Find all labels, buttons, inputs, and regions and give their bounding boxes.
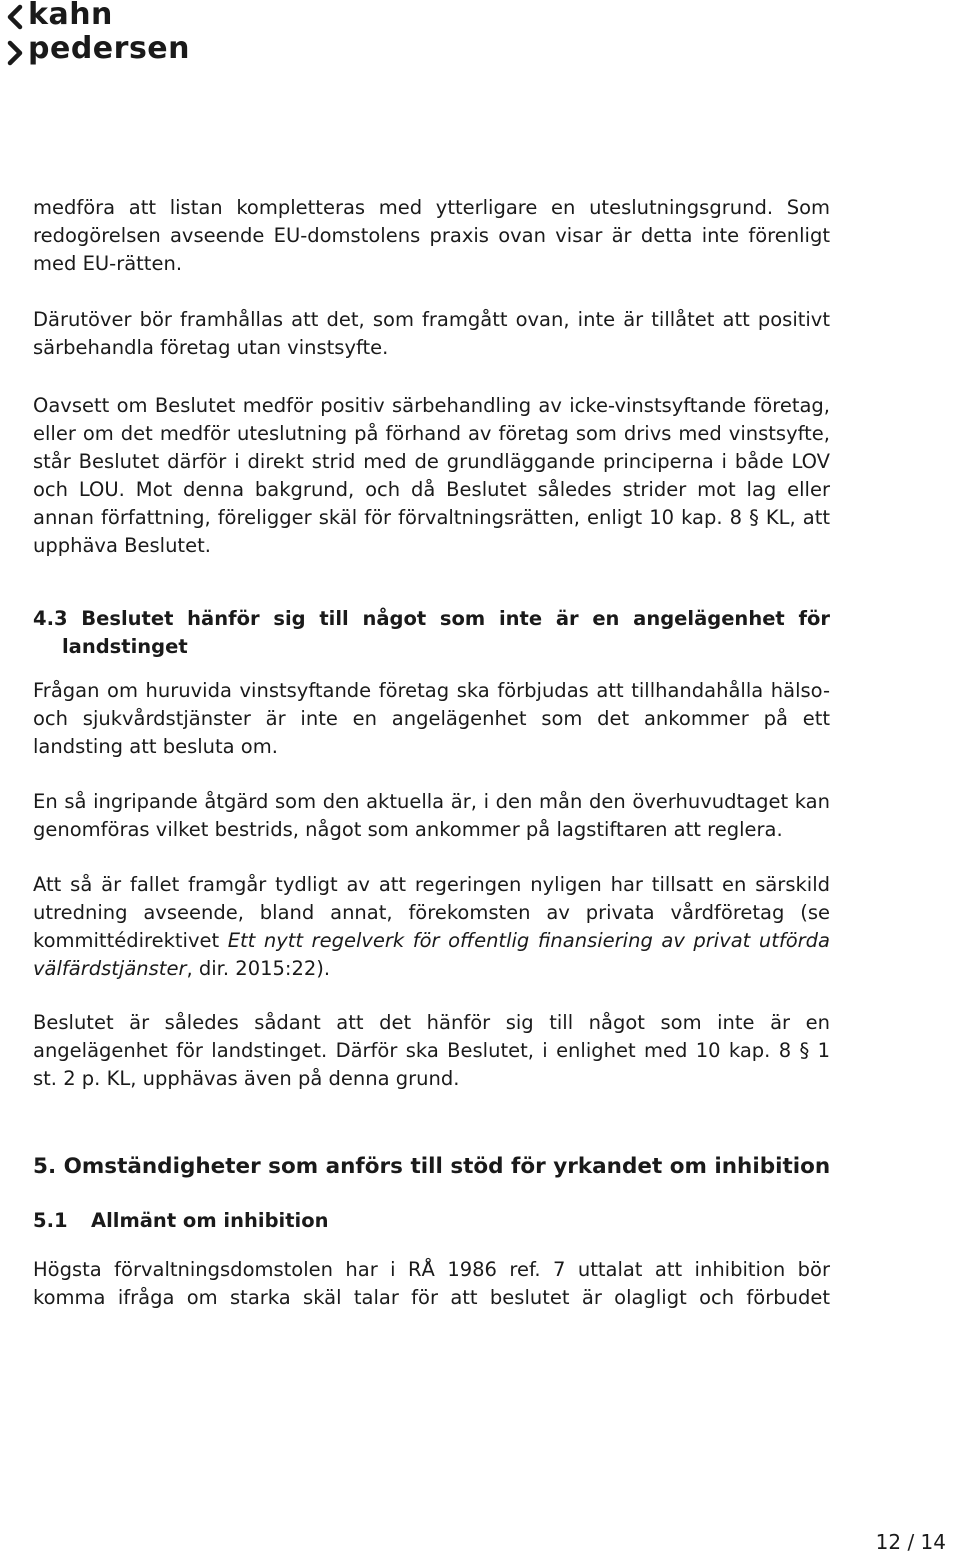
paragraph-2-block — [33, 306, 830, 362]
chevron-right-icon — [4, 38, 26, 68]
paragraph: Högsta förvaltningsdomstolen har i RÅ 1986 ref. 7 uttalat att inhibition bör komma ifråga om starka skäl talar för att beslutet är olagligt och förbudet — [33, 1258, 830, 1309]
section-title: Allmänt om inhibition — [91, 1209, 329, 1232]
directive-title: Ett nytt regelverk för offentlig finansiering av privat utförda välfärdstjänster — [33, 929, 831, 980]
kahn-pedersen-logo — [4, 2, 204, 74]
paragraph-3-block — [33, 392, 830, 560]
paragraph: Beslutet är således sådant att det hänför sig till något som inte är en angelägenhet för landstinget. Därför ska Beslutet, i enlighet med 10 kap. 8 § 1 st. 2 p. KL, upphävas även på denna grund. — [33, 1011, 830, 1090]
paragraph-7-block — [33, 1009, 830, 1093]
paragraph: Frågan om huruvida vinstsyftande företag ska förbjudas att tillhandahålla hälso-och sjukvårdstjänster är inte en angelägenhet som det ankommer på ett landsting att besluta om. — [33, 679, 830, 758]
paragraph-6-block — [33, 871, 830, 983]
page-number: 12 / 14 — [875, 1530, 946, 1554]
paragraph — [33, 871, 830, 983]
paragraph-text: Att så är fallet framgår tydligt av att regeringen nyligen har tillsatt en särskild utredning avseende, bland annat, förekomsten av privata vårdföretag (se kommittédirektivet — [33, 873, 830, 952]
section-heading-5-1 — [33, 1209, 329, 1232]
paragraph: Därutöver bör framhållas att det, som framgått ovan, inte är tillåtet att positivt särbehandla företag utan vinstsyfte. — [33, 308, 830, 359]
paragraph: Oavsett om Beslutet medför positiv särbehandling av icke-vinstsyftande företag, eller om det medför uteslutning på förhand av företag som drivs med vinstsyfte, står Beslutet därför i direkt strid med de grundläggande principerna i både LOV och LOU. Mot denna bakgrund, och då Beslutet således strider mot lag eller annan författning, föreligger skäl för förvaltningsrätten, enligt 10 kap. 8 § KL, att upphäva Beslutet. — [33, 394, 830, 557]
paragraph-4-block — [33, 677, 830, 761]
section-heading-4-3-continued: landstinget — [62, 635, 188, 658]
paragraph-text: , dir. 2015:22). — [186, 957, 331, 980]
section-number: 5.1 — [33, 1209, 68, 1232]
logo-word-kahn: kahn — [28, 0, 113, 32]
paragraph: En så ingripande åtgärd som den aktuella är, i den mån den överhuvudtaget kan genomföras vilket bestrids, något som ankommer på lagstiftaren att reglera. — [33, 790, 830, 841]
chevron-left-icon — [4, 2, 26, 32]
section-number: 4.3 — [33, 607, 68, 630]
logo-word-pedersen: pedersen — [28, 31, 190, 66]
section-heading-5: 5. Omständigheter som anförs till stöd för yrkandet om inhibition — [33, 1154, 831, 1179]
section-heading-4-3 — [33, 605, 830, 632]
paragraph-8-block — [33, 1256, 830, 1312]
section-title: Beslutet hänför sig till något som inte är en angelägenhet för — [81, 607, 830, 630]
paragraph: medföra att listan kompletteras med ytterligare en uteslutningsgrund. Som redogörelsen avseende EU-domstolens praxis ovan visar är detta inte förenligt med EU-rätten. — [33, 196, 830, 275]
paragraph-1-block — [33, 194, 830, 278]
paragraph-5-block — [33, 788, 830, 844]
